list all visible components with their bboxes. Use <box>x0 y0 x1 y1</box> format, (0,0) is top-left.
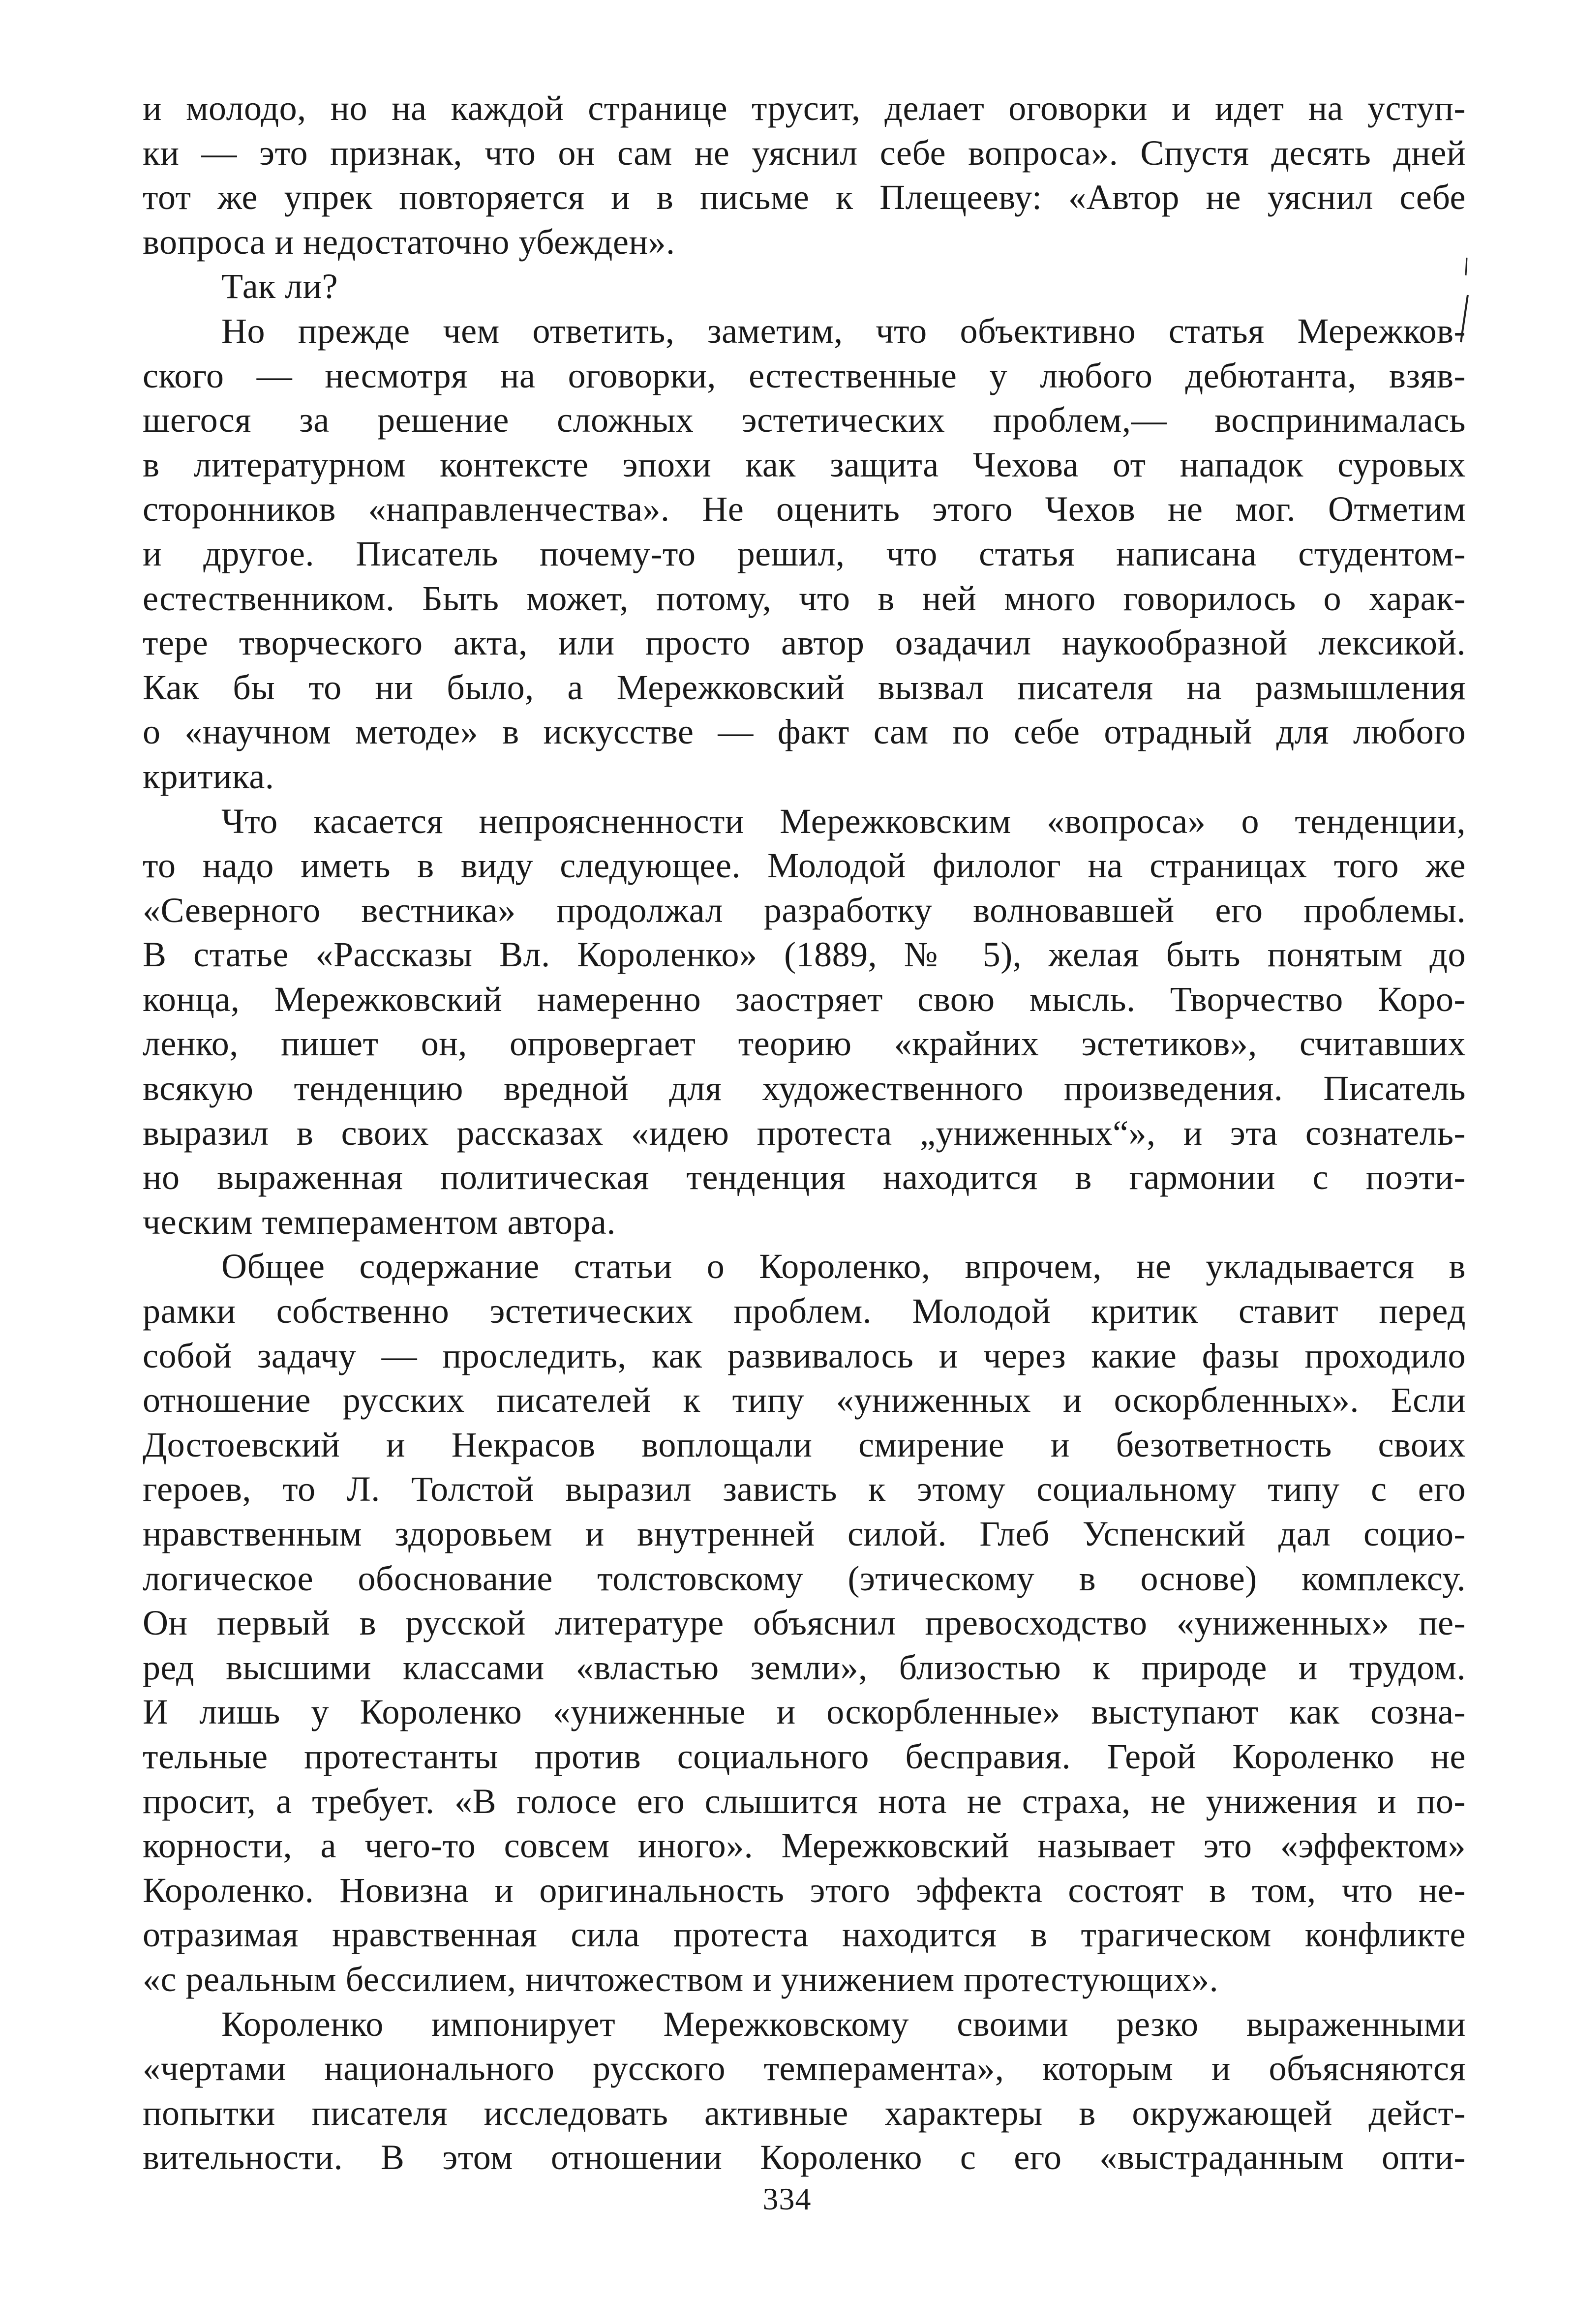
text-line: просит, а требует. «В голосе его слышится нота не страха, не унижения и по- <box>143 1781 1466 1821</box>
text-line: Но прежде чем ответить, заметим, что объективно статья Мережков- <box>221 311 1466 351</box>
text-line: тот же упрек повторяется и в письме к Плещееву: «Автор не уяснил себе <box>143 178 1466 217</box>
text-line: ки — это признак, что он сам не уяснил себе вопроса». Спустя десять дней <box>143 133 1466 173</box>
text-line: Что касается непроясненности Мережковским «вопроса» о тенденции, <box>221 801 1466 841</box>
text-line: всякую тенденцию вредной для художественного произведения. Писатель <box>143 1069 1466 1108</box>
text-line: «Северного вестника» продолжал разработку волновавшей его проблемы. <box>143 890 1466 930</box>
text-line: о «научном методе» в искусстве — факт сам по себе отрадный для любого <box>143 712 1466 752</box>
text-line: критика. <box>143 756 274 796</box>
text-line: Достоевский и Некрасов воплощали смирение и безответность своих <box>143 1425 1466 1464</box>
text-line: логическое обоснование толстовскому (этическому в основе) комплексу. <box>143 1558 1466 1598</box>
text-line: ческим темпераментом автора. <box>143 1202 616 1242</box>
text-line: «с реальным бессилием, ничтожеством и унижением протестующих». <box>143 1959 1219 1999</box>
text-line: попытки писателя исследовать активные характеры в окружающей дейст- <box>143 2093 1466 2133</box>
text-line: вительности. В этом отношении Короленко с его «выстраданным опти- <box>143 2138 1466 2177</box>
text-line: но выраженная политическая тенденция находится в гармонии с поэти- <box>143 1158 1466 1197</box>
text-line: героев, то Л. Толстой выразил зависть к этому социальному типу с его <box>143 1469 1466 1509</box>
text-line: и молодо, но на каждой странице трусит, делает оговорки и идет на уступ- <box>143 89 1466 128</box>
text-line: Короленко импонирует Мережковскому своими резко выраженными <box>221 2004 1466 2044</box>
text-line: Общее содержание статьи о Короленко, впрочем, не укладывается в <box>221 1247 1466 1286</box>
text-line: Как бы то ни было, а Мережковский вызвал писателя на размышления <box>143 667 1466 707</box>
text-line: сторонников «направленчества». Не оценить этого Чехов не мог. Отметим <box>143 489 1466 529</box>
page-body <box>143 86 1466 2180</box>
text-line: тере творческого акта, или просто автор озадачил наукообразной лексикой. <box>143 623 1466 663</box>
text-line: и другое. Писатель почему-то решил, что статья написана студентом- <box>143 534 1466 573</box>
text-line: Короленко. Новизна и оригинальность этого эффекта состоят в том, что не- <box>143 1870 1466 1910</box>
text-line: тельные протестанты против социального бесправия. Герой Короленко не <box>143 1736 1466 1776</box>
text-line: нравственным здоровьем и внутренней силой. Глеб Успенский дал социо- <box>143 1514 1466 1553</box>
text-line: отношение русских писателей к типу «униженных и оскорбленных». Если <box>143 1380 1466 1420</box>
text-line: Так ли? <box>221 267 338 306</box>
text-line: в литературном контексте эпохи как защита Чехова от нападок суровых <box>143 445 1466 484</box>
text-line: то надо иметь в виду следующее. Молодой филолог на страницах того же <box>143 846 1466 886</box>
text-line: ского — несмотря на оговорки, естественные у любого дебютанта, взяв- <box>143 356 1466 395</box>
text-line: выразил в своих рассказах «идею протеста „униженных“», и эта сознатель- <box>143 1113 1466 1153</box>
text-line: ленко, пишет он, опровергает теорию «крайних эстетиков», считавших <box>143 1024 1466 1064</box>
page-number: 334 <box>762 2181 812 2216</box>
text-line: конца, Мережковский намеренно заостряет свою мысль. Творчество Коро- <box>143 979 1466 1019</box>
text-line: ред высшими классами «властью земли», близостью к природе и трудом. <box>143 1647 1466 1687</box>
text-line: «чертами национального русского темперамента», которым и объясняются <box>143 2049 1466 2088</box>
text-line: И лишь у Короленко «униженные и оскорбленные» выступают как созна- <box>143 1692 1466 1732</box>
text-line: вопроса и недостаточно убежден». <box>143 222 675 262</box>
text-line: В статье «Рассказы Вл. Короленко» (1889, № 5), желая быть понятым до <box>143 935 1466 975</box>
margin-pen-mark-icon <box>1456 256 1471 344</box>
text-line: отразимая нравственная сила протеста находится в трагическом конфликте <box>143 1915 1466 1955</box>
text-line: собой задачу — проследить, как развивалось и через какие фазы проходило <box>143 1336 1466 1375</box>
text-line: шегося за решение сложных эстетических проблем,— воспринималась <box>143 400 1466 440</box>
text-line: рамки собственно эстетических проблем. Молодой критик ставит перед <box>143 1291 1466 1331</box>
text-line: естественником. Быть может, потому, что в ней много говорилось о харак- <box>143 578 1466 618</box>
text-line: Он первый в русской литературе объяснил превосходство «униженных» пе- <box>143 1603 1466 1643</box>
text-line: корности, а чего-то совсем иного». Мережковский называет это «эффектом» <box>143 1826 1466 1866</box>
